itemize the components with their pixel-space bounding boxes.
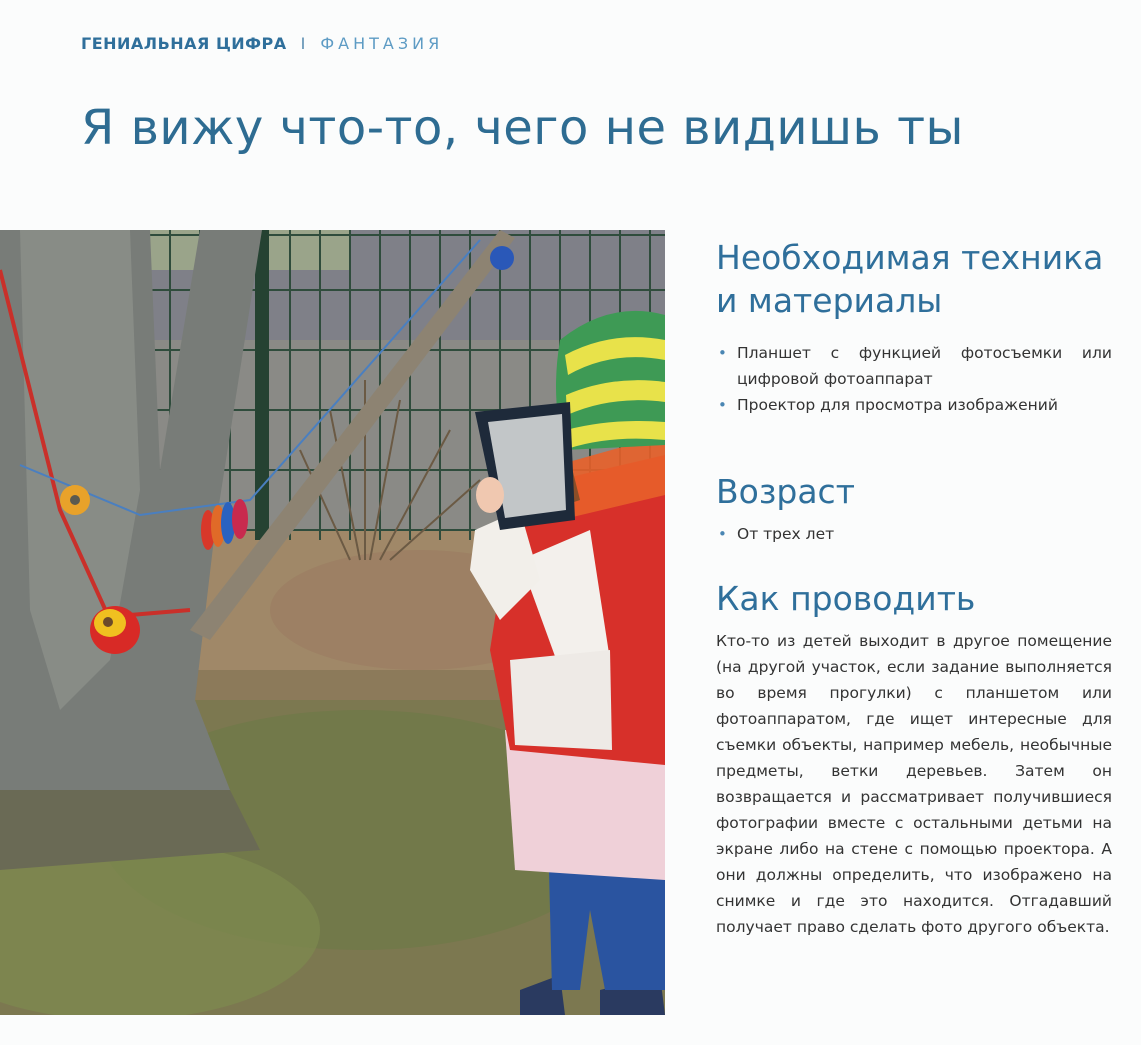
bullet-icon: • xyxy=(718,396,727,414)
equipment-heading xyxy=(716,236,1112,322)
list-item xyxy=(716,392,1112,418)
list-item xyxy=(716,521,1112,547)
list-item xyxy=(716,340,1112,392)
list-item-text: Планшет с функцией фотосъемки или цифровой фотоаппарат xyxy=(737,344,1112,388)
list-item-text: Проектор для просмотра изображений xyxy=(737,396,1058,414)
photo-child-with-tablet xyxy=(0,230,665,1015)
running-header xyxy=(81,34,443,53)
bullet-icon: • xyxy=(718,525,727,543)
age-heading: Возраст xyxy=(716,472,855,511)
bullet-icon: • xyxy=(718,344,727,362)
page-title: Я вижу что-то, чего не видишь ты xyxy=(81,100,964,156)
equipment-list xyxy=(716,340,1112,418)
chapter-name: ФАНТАЗИЯ xyxy=(320,34,444,53)
howto-text: Кто-то из детей выходит в другое помещение (на другой участок, если задание выполняется во время прогулки) с планшетом или фотоаппаратом, где ищет интересные для съемки объекты, например мебель, необычные предметы, ветки деревьев. Затем он возвращается и рассматривает получившиеся фотографии вместе с остальными детьми на экране либо на стене с помощью проектора. А они должны определить, что изображено на снимке и где это находится. Отгадавший получает право сделать фото другого объекта. xyxy=(716,632,1112,936)
list-item-text: От трех лет xyxy=(737,525,835,543)
equipment-heading-line2: и материалы xyxy=(716,281,943,320)
section-name: ГЕНИАЛЬНАЯ ЦИФРА xyxy=(81,34,287,53)
age-list xyxy=(716,521,1112,547)
info-column xyxy=(716,236,1112,940)
header-separator: I xyxy=(300,34,307,53)
equipment-heading-line1: Необходимая техника xyxy=(716,238,1104,277)
howto-heading: Как проводить xyxy=(716,579,976,618)
